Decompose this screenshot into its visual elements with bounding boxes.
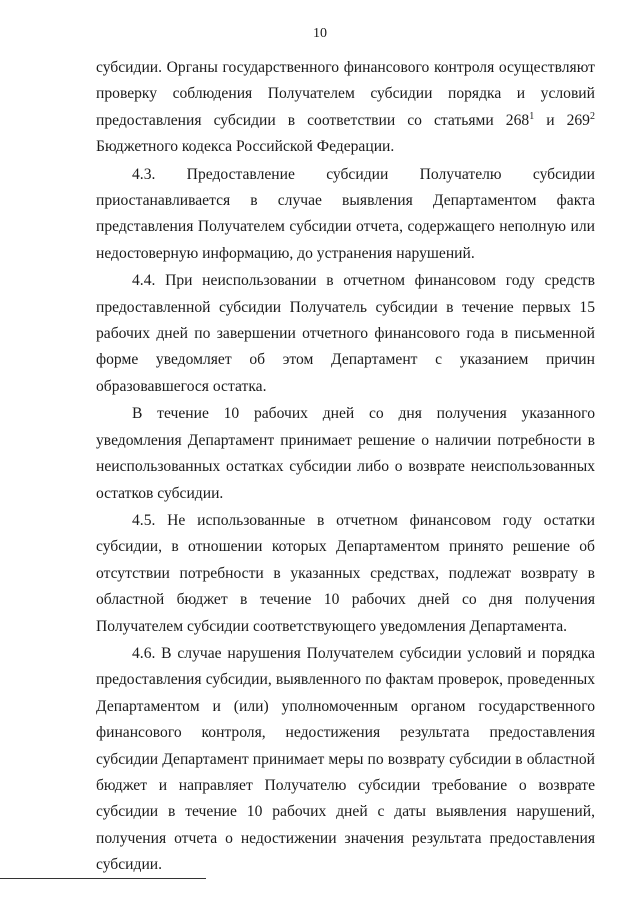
document-body [96,55,595,879]
paragraph-text: и 269 [534,111,590,129]
superscript: 1 [529,110,535,122]
paragraph-4-5: 4.5. Не использованные в отчетном финансовом году остатки субсидии, в отношении которых Департаментом принято решение об отсутствии потребности в указанных средствах, подлежат возврату в областной бюджет в течение 10 рабочих дней со дня получения Получателем субсидии соответствующего уведомления Департамента. [96,511,595,635]
paragraph-4-3: 4.3. Предоставление субсидии Получателю субсидии приостанавливается в случае выявления Департаментом факта представления Получателем субсидии отчета, содержащего неполную или недостоверную информацию, до устранения нарушений. [96,165,595,262]
paragraph-4-4-continued: В течение 10 рабочих дней со дня получения указанного уведомления Департамент принимает решение о наличии потребности в неиспользованных остатках субсидии либо о возврате неиспользованных остатков субсидии. [96,405,595,502]
footnote-divider [0,878,206,879]
paragraph-continuation [96,55,595,161]
paragraph-4-6: 4.6. В случае нарушения Получателем субсидии условий и порядка предоставления субсидии, выявленного по фактам проверок, проведенных Департаментом и (или) уполномоченным органом государственного финансового контроля, недостижения результата предоставления субсидии Департамент принимает меры по возврату субсидии в областной бюджет и направляет Получателю субсидии требование о возврате субсидии в течение 10 рабочих дней с даты выявления нарушений, получения отчета о недостижении значения результата предоставления субсидии. [96,644,595,874]
page-number: 10 [313,26,327,41]
paragraph-text: Бюджетного кодекса Российской Федерации. [96,138,395,156]
superscript: 2 [589,110,595,122]
paragraph-text: субсидии. Органы государственного финансового контроля осуществляют проверку соблюдения Получателем субсидии порядка и условий предоставления субсидии в соответствии со статьями 268 [96,59,595,129]
paragraph-4-4: 4.4. При неиспользовании в отчетном финансовом году средств предоставленной субсидии Получатель субсидии в течение первых 15 рабочих дней по завершении отчетного финансового года в письменной форме уведомляет об этом Департамент с указанием причин образовавшегося остатка. [96,272,595,395]
